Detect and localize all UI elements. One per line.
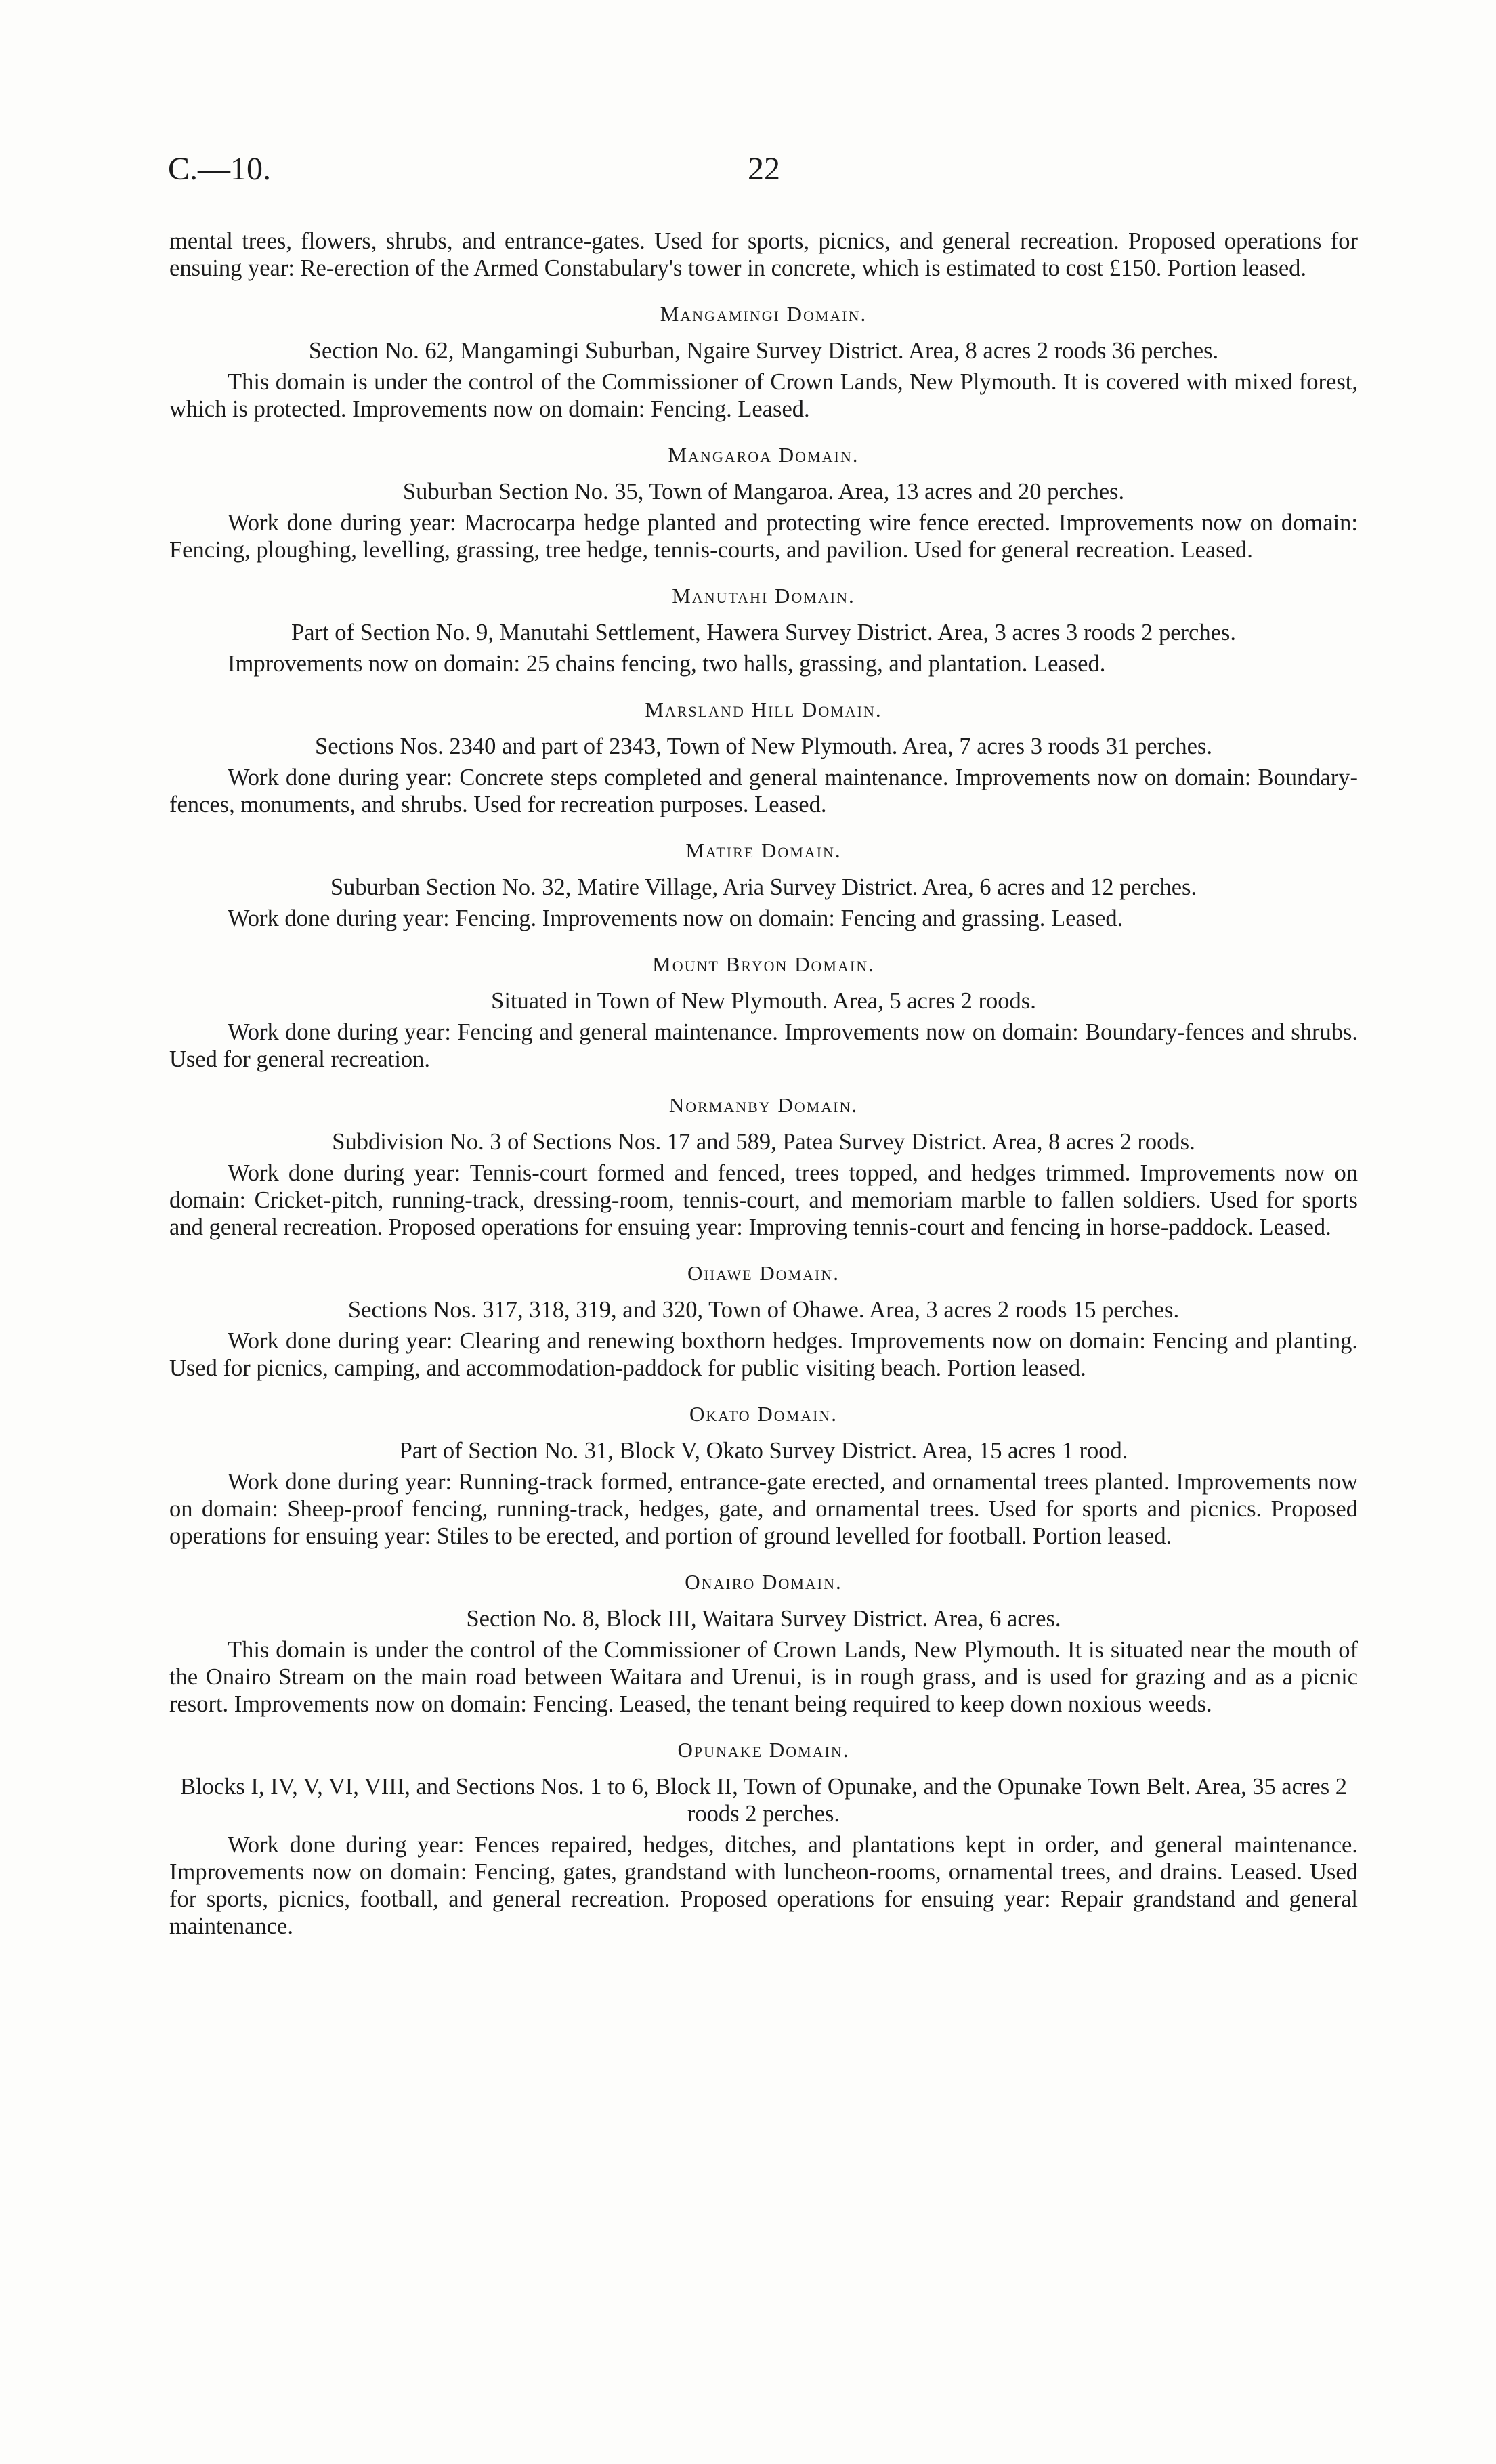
document-body xyxy=(169,228,1358,1940)
section-okato xyxy=(169,1401,1358,1550)
section-location: Section No. 62, Mangamingi Suburban, Ngaire Survey District. Area, 8 acres 2 roods 36 perches. xyxy=(308,338,1219,364)
section-body: Work done during year: Fencing. Improvements now on domain: Fencing and grassing. Leased. xyxy=(228,906,1124,931)
section-location: Part of Section No. 9, Manutahi Settlement, Hawera Survey District. Area, 3 acres 3 roods 2 perches. xyxy=(291,620,1236,645)
section-ohawe xyxy=(169,1260,1358,1382)
section-location: Section No. 8, Block III, Waitara Survey District. Area, 6 acres. xyxy=(466,1606,1061,1632)
section-heading: Opunake Domain. xyxy=(677,1738,850,1762)
section-mangaroa xyxy=(169,442,1358,564)
section-heading: Mangamingi Domain. xyxy=(660,302,868,326)
section-onairo xyxy=(169,1569,1358,1718)
page-number: 22 xyxy=(748,151,780,187)
report-code: C.—10. xyxy=(168,151,272,187)
section-body: Work done during year: Macrocarpa hedge planted and protecting wire fence erected. Improvements now on domain: Fencing, ploughing, levelling, grassing, tree hedge, tennis-courts, and pavilion. Used for general recreation. Leased. xyxy=(169,510,1358,563)
section-location: Part of Section No. 31, Block V, Okato Survey District. Area, 15 acres 1 rood. xyxy=(399,1438,1128,1464)
section-heading: Okato Domain. xyxy=(689,1402,838,1426)
section-heading: Mangaroa Domain. xyxy=(668,443,859,467)
section-location: Suburban Section No. 32, Matire Village, Aria Survey District. Area, 6 acres and 12 perches. xyxy=(330,874,1197,900)
section-location: Sections Nos. 317, 318, 319, and 320, Town of Ohawe. Area, 3 acres 2 roods 15 perches. xyxy=(347,1297,1180,1323)
section-location: Blocks I, IV, V, VI, VIII, and Sections Nos. 1 to 6, Block II, Town of Opunake, and the Opunake Town Belt. Area, 35 acres 2 roods 2 perches. xyxy=(179,1774,1348,1827)
section-location: Situated in Town of New Plymouth. Area, 5 acres 2 roods. xyxy=(491,988,1036,1014)
section-manutahi xyxy=(169,582,1358,677)
section-body: This domain is under the control of the Commissioner of Crown Lands, New Plymouth. It is situated near the mouth of the Onairo Stream on the main road between Waitara and Urenui, is in rough grass, and is used for grazing and as a picnic resort. Improvements now on domain: Fencing. Leased, the tenant being required to keep down noxious weeds. xyxy=(169,1637,1358,1717)
section-normanby xyxy=(169,1092,1358,1241)
section-body: Improvements now on domain: 25 chains fencing, two halls, grassing, and plantation. Leased. xyxy=(228,651,1106,677)
section-mangamingi xyxy=(169,301,1358,423)
section-marsland-hill xyxy=(169,696,1358,818)
section-matire xyxy=(169,837,1358,932)
section-body: Work done during year: Clearing and renewing boxthorn hedges. Improvements now on domain: Fencing and planting. Used for picnics, camping, and accommodation-paddock for public visiting beach. Portion leased. xyxy=(169,1328,1358,1381)
section-body: This domain is under the control of the Commissioner of Crown Lands, New Plymouth. It is covered with mixed forest, which is protected. Improvements now on domain: Fencing. Leased. xyxy=(169,369,1358,422)
section-heading: Onairo Domain. xyxy=(685,1570,842,1594)
section-heading: Ohawe Domain. xyxy=(687,1261,840,1285)
section-heading: Matire Domain. xyxy=(685,838,842,862)
section-body: Work done during year: Concrete steps completed and general maintenance. Improvements now on domain: Boundary-fences, monuments, and shrubs. Used for recreation purposes. Leased. xyxy=(169,765,1358,817)
section-body: Work done during year: Fencing and general maintenance. Improvements now on domain: Boundary-fences and shrubs. Used for general recreation. xyxy=(169,1019,1358,1072)
section-body: Work done during year: Tennis-court formed and fenced, trees topped, and hedges trimmed. Improvements now on domain: Cricket-pitch, running-track, dressing-room, tennis-court, and memoriam marble to fallen soldiers. Used for sports and general recreation. Proposed operations for ensuing year: Improving tennis-court and fencing in horse-paddock. Leased. xyxy=(169,1160,1358,1240)
section-mount-bryon xyxy=(169,951,1358,1073)
section-opunake xyxy=(169,1737,1358,1940)
section-heading: Normanby Domain. xyxy=(668,1093,859,1117)
section-heading: Manutahi Domain. xyxy=(672,584,855,608)
section-location: Sections Nos. 2340 and part of 2343, Town of New Plymouth. Area, 7 acres 3 roods 31 perches. xyxy=(315,734,1212,759)
section-location: Suburban Section No. 35, Town of Mangaroa. Area, 13 acres and 20 perches. xyxy=(402,479,1125,505)
section-heading: Mount Bryon Domain. xyxy=(652,952,875,976)
intro-paragraph: mental trees, flowers, shrubs, and entrance-gates. Used for sports, picnics, and general recreation. Proposed operations for ensuing year: Re-erection of the Armed Constabulary's tower in concrete, which is estimated to cost £150. Portion leased. xyxy=(169,228,1358,281)
section-location: Subdivision No. 3 of Sections Nos. 17 and 589, Patea Survey District. Area, 8 acres 2 roods. xyxy=(332,1129,1195,1155)
section-heading: Marsland Hill Domain. xyxy=(645,698,882,721)
section-body: Work done during year: Running-track formed, entrance-gate erected, and ornamental trees planted. Improvements now on domain: Sheep-proof fencing, running-track, hedges, gate, and ornamental trees. Used for sports and picnics. Proposed operations for ensuing year: Stiles to be erected, and portion of ground levelled for football. Portion leased. xyxy=(169,1469,1358,1549)
section-body: Work done during year: Fences repaired, hedges, ditches, and plantations kept in order, and general maintenance. Improvements now on domain: Fencing, gates, grandstand with luncheon-rooms, ornamental trees, and drains. Leased. Used for sports, picnics, football, and general recreation. Proposed operations for ensuing year: Repair grandstand and general maintenance. xyxy=(169,1832,1358,1939)
